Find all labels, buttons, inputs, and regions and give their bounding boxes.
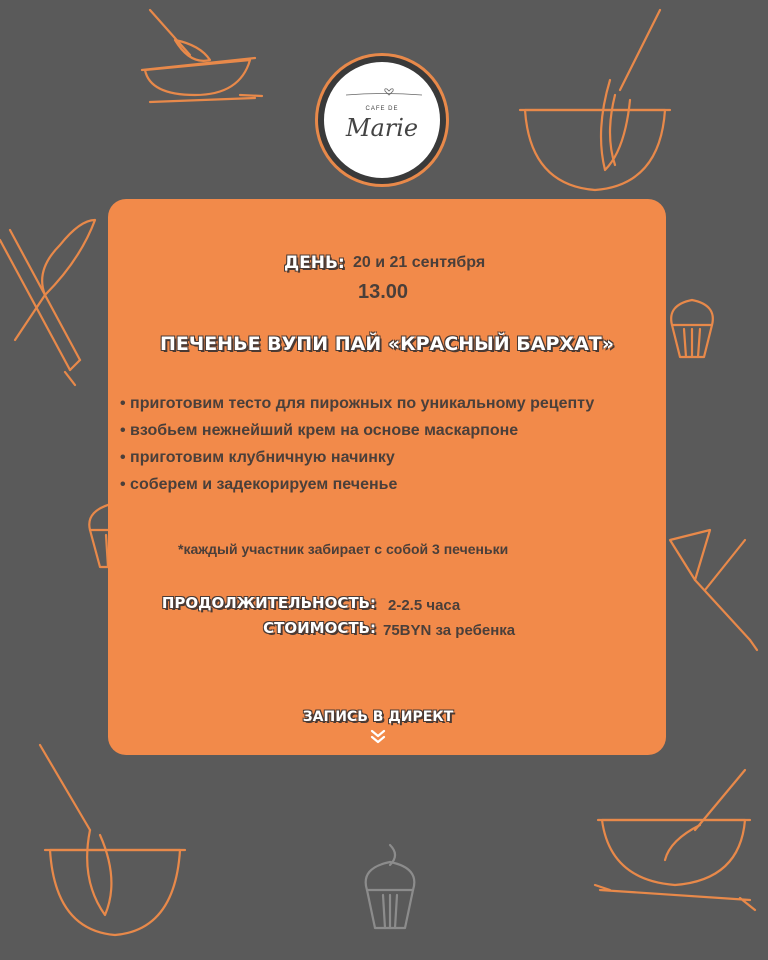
logo-script-text: Marie — [345, 114, 419, 142]
piping-bag-icon — [665, 520, 765, 660]
price-value: 75BYN за ребенка — [383, 622, 516, 639]
bowl-whisk-icon — [130, 0, 270, 120]
double-chevron-down-icon[interactable] — [370, 729, 386, 745]
cafe-logo — [318, 56, 446, 184]
cupcake-icon — [355, 840, 425, 935]
cupcake-icon — [662, 285, 722, 365]
event-card — [108, 199, 666, 755]
cta-label[interactable]: ЗАПИСЬ В ДИРЕКТ — [302, 709, 454, 725]
day-label: ДЕНЬ: — [284, 253, 345, 273]
bowl-whisk-icon — [35, 740, 195, 950]
bowl-whisk-icon — [510, 0, 680, 200]
logo-flourish — [346, 92, 422, 98]
bowl-rolling-pin-icon — [590, 760, 760, 930]
duration-value: 2-2.5 часа — [388, 597, 461, 614]
list-item: • взобьем нежнейший крем на основе маскарпоне — [120, 422, 519, 439]
event-dates: 20 и 21 сентября — [353, 254, 486, 271]
rolling-pin-whisk-icon — [0, 200, 110, 390]
logo-small-text: CAFE DE — [365, 106, 399, 112]
list-item: • приготовим клубничную начинку — [120, 449, 395, 466]
event-title: ПЕЧЕНЬЕ ВУПИ ПАЙ «КРАСНЫЙ БАРХАТ» — [159, 333, 615, 355]
note: *каждый участник забирает с собой 3 печеньки — [178, 541, 509, 557]
list-item: • соберем и задекорируем печенье — [120, 476, 398, 493]
list-item: • приготовим тесто для пирожных по уникальному рецепту — [120, 395, 595, 412]
duration-label: ПРОДОЛЖИТЕЛЬНОСТЬ: — [161, 594, 376, 612]
price-label: СТОИМОСТЬ: — [263, 619, 376, 637]
event-time: 13.00 — [358, 281, 409, 303]
